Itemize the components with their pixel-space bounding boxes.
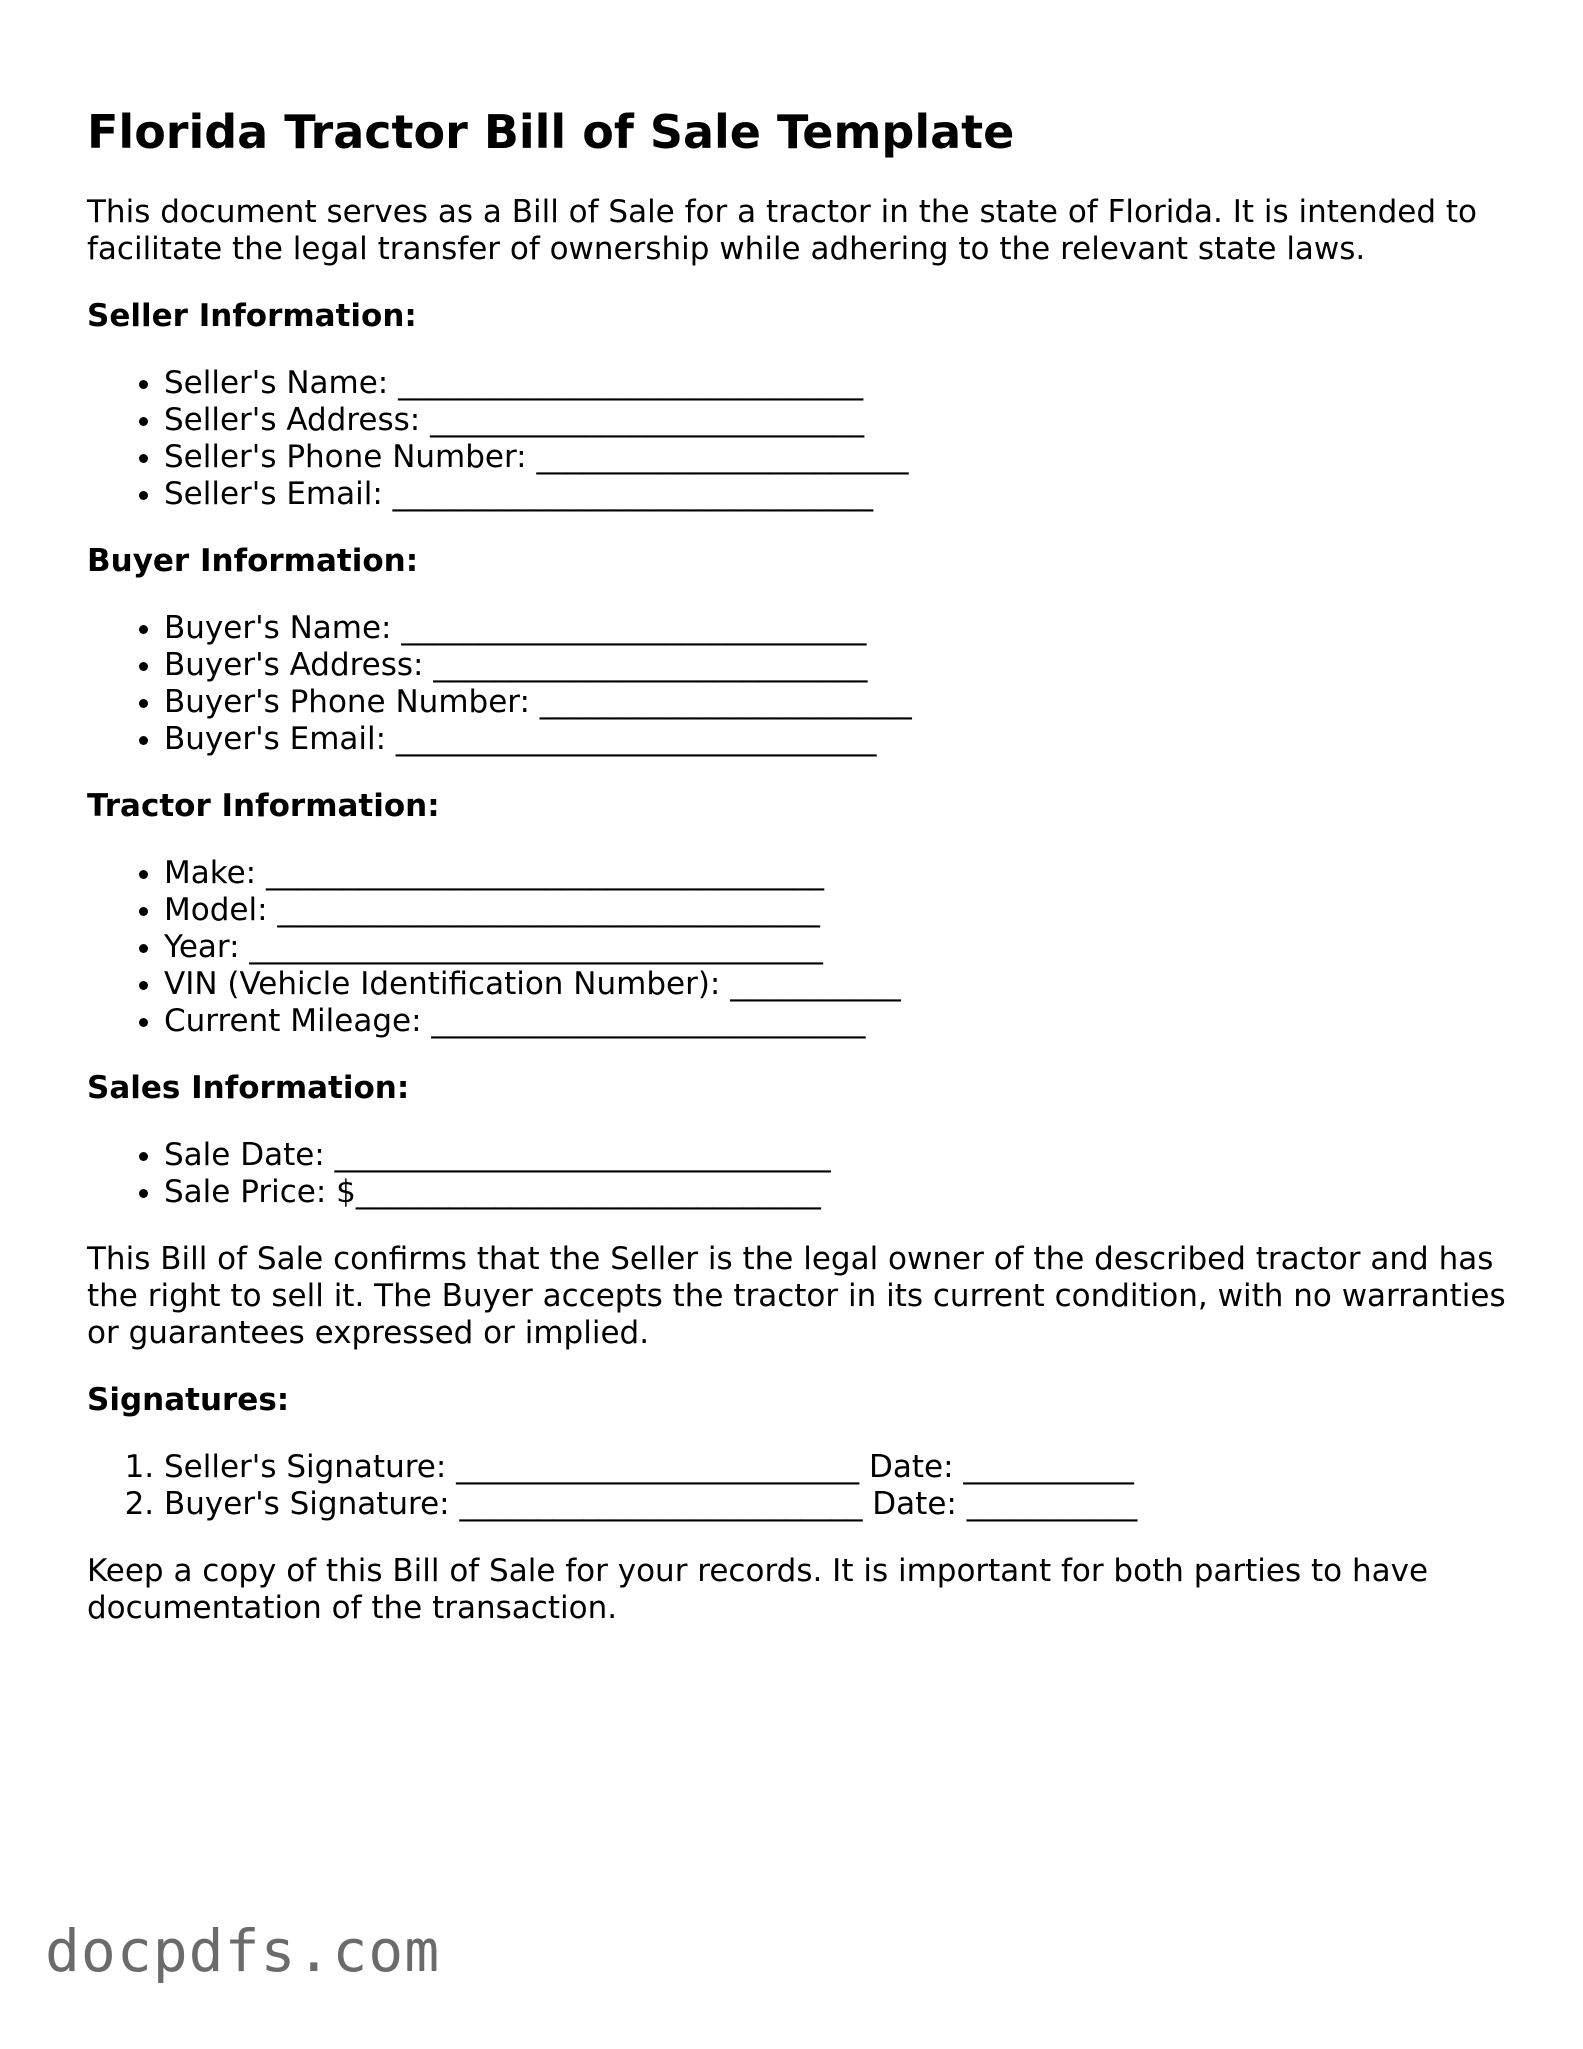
sales-heading: Sales Information: (87, 1070, 410, 1106)
seller-signature-item: 1. Seller's Signature: __________________________ Date: ___________ (164, 1449, 1507, 1486)
buyer-list (87, 610, 1507, 758)
document-page (87, 104, 1507, 1657)
intro-paragraph: This document serves as a Bill of Sale for a tractor in the state of Florida. It is intended to facilitate the legal transfer of ownership while adhering to the relevant state laws. (87, 194, 1478, 267)
sale-price-item: • Sale Price: $______________________________ (164, 1174, 1507, 1211)
buyer-heading: Buyer Information: (87, 543, 419, 579)
tractor-heading: Tractor Information: (87, 788, 440, 824)
signatures-heading: Signatures: (87, 1382, 290, 1418)
sale-date-item: • Sale Date: ________________________________ (164, 1137, 1507, 1174)
tractor-list (87, 855, 1507, 1040)
seller-name-item: • Seller's Name: ______________________________ (164, 365, 1507, 402)
closing-paragraph: Keep a copy of this Bill of Sale for your records. It is important for both parties to have documentation of the transaction. (87, 1553, 1429, 1626)
sales-list (87, 1137, 1507, 1211)
tractor-make-item: • Make: ____________________________________ (164, 855, 1507, 892)
tractor-vin-item: • VIN (Vehicle Identification Number): ___________ (164, 966, 1507, 1003)
seller-heading: Seller Information: (87, 298, 417, 334)
tractor-year-item: • Year: _____________________________________ (164, 929, 1507, 966)
seller-email-item: • Seller's Email: _______________________________ (164, 476, 1507, 513)
watermark: docpdfs.com (45, 1917, 441, 1985)
seller-phone-item: • Seller's Phone Number: ________________________ (164, 439, 1507, 476)
seller-address-item: • Seller's Address: ____________________________ (164, 402, 1507, 439)
signatures-list (87, 1449, 1507, 1523)
buyer-signature-item: 2. Buyer's Signature: __________________________ Date: ___________ (164, 1486, 1507, 1523)
buyer-name-item: • Buyer's Name: ______________________________ (164, 610, 1507, 647)
confirmation-paragraph: This Bill of Sale confirms that the Seller is the legal owner of the described tractor and has the right to sell it. The Buyer accepts the tractor in its current condition, with no warranties or guarantees expressed or implied. (87, 1241, 1506, 1351)
tractor-mileage-item: • Current Mileage: ____________________________ (164, 1003, 1507, 1040)
seller-list (87, 365, 1507, 513)
buyer-address-item: • Buyer's Address: ____________________________ (164, 647, 1507, 684)
buyer-email-item: • Buyer's Email: _______________________________ (164, 721, 1507, 758)
page-title: Florida Tractor Bill of Sale Template (87, 105, 1015, 159)
tractor-model-item: • Model: ___________________________________ (164, 892, 1507, 929)
buyer-phone-item: • Buyer's Phone Number: ________________________ (164, 684, 1507, 721)
